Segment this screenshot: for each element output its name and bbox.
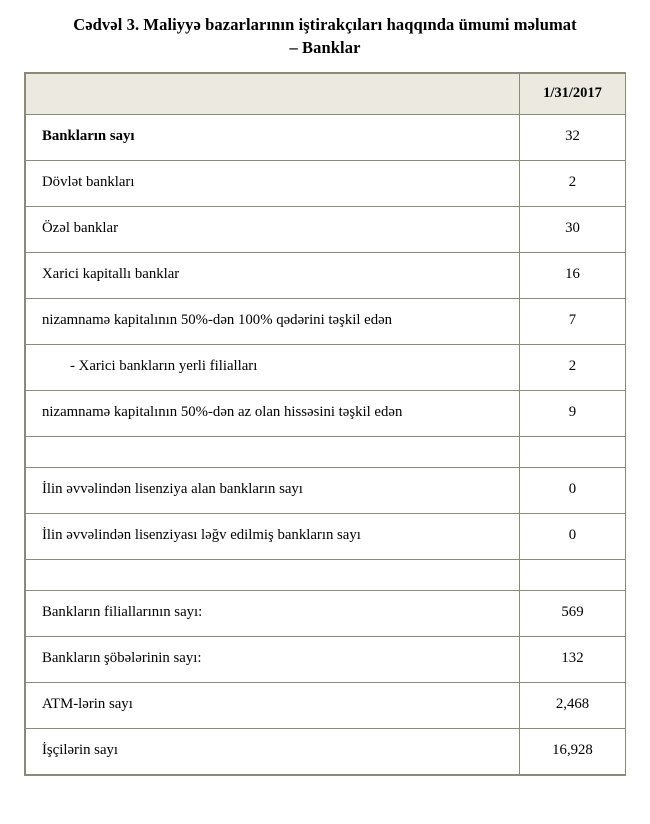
banks-table <box>25 73 626 775</box>
column-header-label <box>26 73 520 114</box>
table-row <box>26 252 626 298</box>
table-row-spacer <box>26 559 626 590</box>
table-row <box>26 160 626 206</box>
row-label: İşçilərin sayı <box>26 728 520 774</box>
banks-table-container <box>24 72 626 776</box>
row-value: 0 <box>520 467 626 513</box>
row-label <box>26 559 520 590</box>
table-row <box>26 467 626 513</box>
row-label <box>26 436 520 467</box>
table-row <box>26 390 626 436</box>
page-title <box>35 14 615 60</box>
table-body <box>26 114 626 774</box>
table-row <box>26 728 626 774</box>
row-label: ATM-lərin sayı <box>26 682 520 728</box>
row-label: Özəl banklar <box>26 206 520 252</box>
row-value: 569 <box>520 590 626 636</box>
table-row <box>26 682 626 728</box>
row-value: 30 <box>520 206 626 252</box>
row-label: nizamnamə kapitalının 50%-dən az olan hissəsini təşkil edən <box>26 390 520 436</box>
table-row <box>26 513 626 559</box>
row-value: 32 <box>520 114 626 160</box>
row-value: 9 <box>520 390 626 436</box>
row-value: 2,468 <box>520 682 626 728</box>
row-label: İlin əvvəlindən lisenziya alan bankların sayı <box>26 467 520 513</box>
table-row <box>26 298 626 344</box>
row-label: nizamnamə kapitalının 50%-dən 100% qədərini təşkil edən <box>26 298 520 344</box>
row-value: 2 <box>520 344 626 390</box>
row-value: 7 <box>520 298 626 344</box>
row-label: Xarici kapitallı banklar <box>26 252 520 298</box>
row-value: 16 <box>520 252 626 298</box>
row-label: İlin əvvəlindən lisenziyası ləğv edilmiş bankların sayı <box>26 513 520 559</box>
table-row <box>26 590 626 636</box>
row-value: 0 <box>520 513 626 559</box>
table-row <box>26 636 626 682</box>
column-header-date: 1/31/2017 <box>520 73 626 114</box>
table-header-row <box>26 73 626 114</box>
table-row <box>26 206 626 252</box>
table-header <box>26 73 626 114</box>
row-label: Dövlət bankları <box>26 160 520 206</box>
table-row <box>26 344 626 390</box>
row-label: - Xarici bankların yerli filialları <box>26 344 520 390</box>
row-label: Bankların şöbələrinin sayı: <box>26 636 520 682</box>
table-row-spacer <box>26 436 626 467</box>
row-value: 132 <box>520 636 626 682</box>
table-row <box>26 114 626 160</box>
row-value: 2 <box>520 160 626 206</box>
row-value <box>520 559 626 590</box>
row-value: 16,928 <box>520 728 626 774</box>
page-title-line-1: Cədvəl 3. Maliyyə bazarlarının iştirakçıları haqqında ümumi məlumat <box>73 15 577 34</box>
row-value <box>520 436 626 467</box>
page-title-line-2: – Banklar <box>289 37 361 57</box>
row-label: Bankların sayı <box>26 114 520 160</box>
row-label: Bankların filiallarının sayı: <box>26 590 520 636</box>
